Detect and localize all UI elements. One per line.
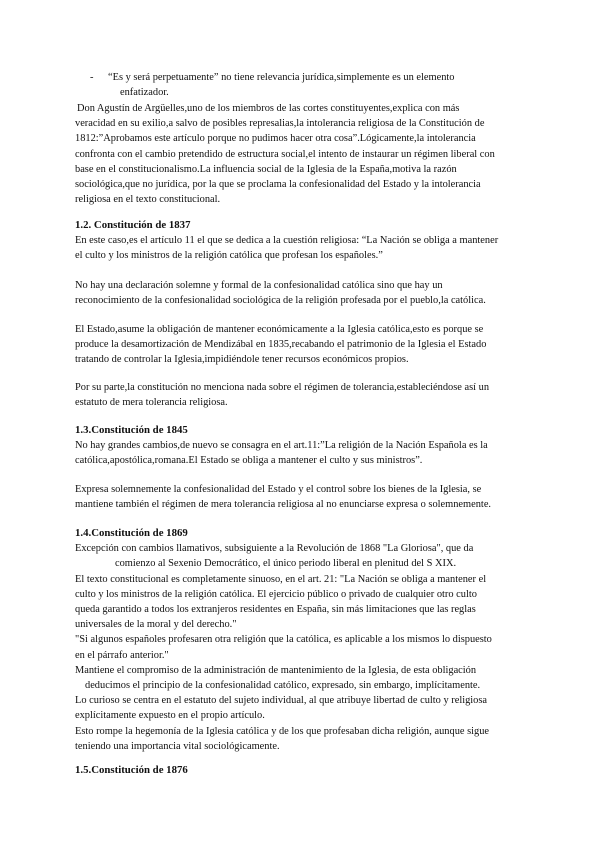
section-heading: 1.2. Constitución de 1837 [75,219,191,231]
section-1-2 [75,218,525,264]
text-line: El texto constitucional es completamente sinuoso, en el art. 21: "La Nación se obliga a mantener el [75,573,487,585]
text-line: "Si algunos españoles profesaren otra religión que la católica, es aplicable a los mismos lo dispuesto [75,634,492,646]
text-line: universales de la moral y del derecho." [75,619,237,631]
bullet-line: enfatizador. [120,87,169,99]
text-line: culto y los ministros de la religión católica. El ejercicio público o privado de cualquier otro culto [75,588,477,600]
text-line: En este caso,es el artículo 11 el que se dedica a la cuestión religiosa: “La Nación se obliga a mantener [75,235,499,247]
bullet-text [108,70,510,100]
text-line: Por su parte,la constitución no menciona nada sobre el régimen de tolerancia,estableciéndose así un [75,382,490,393]
text-line: tratando de controlar la Iglesia,impidiéndole tener recursos económicos propios. [75,354,409,366]
text-line: teniendo una importancia vital sociológicamente. [75,740,280,752]
text-line: Lo curioso se centra en el estatuto del sujeto individual, al que atribuye libertad de culto y religiosa [75,695,488,707]
text-line: comienzo al Sexenio Democrático, el único periodo liberal en plenitud del S XIX. [115,558,457,570]
text-line: reconocimiento de la confesionalidad sociológica de la religión profesada por el pueblo,la católica. [75,295,486,307]
text-line: religiosa en el texto constitucional. [75,194,221,206]
section-1-2-para-4 [75,380,525,410]
section-1-3 [75,423,525,469]
section-heading: 1.4.Constitución de 1869 [75,527,188,539]
section-heading: 1.3.Constitución de 1845 [75,424,188,436]
bullet-line: “Es y será perpetuamente” no tiene relevancia jurídica,simplemente es un elemento [108,72,455,83]
text-line: El Estado,asume la obligación de mantener económicamente a la Iglesia católica,esto es porque se [75,324,484,335]
text-line: confronta con el cambio pretendido de estructura social,el intento de instaurar un régimen liberal con [75,148,495,160]
text-line: sociológica,que no jurídica, por la que se proclama la confesionalidad del Estado y la intolerancia [75,179,481,191]
section-1-4 [75,526,525,754]
section-1-2-para-2 [75,278,525,308]
text-line: Excepción con cambios llamativos, subsiguiente a la Revolución de 1868 "La Gloriosa", que da [75,543,474,555]
text-line: 1812:”Aprobamos este artículo porque no pudimos hacer otra cosa”.Lógicamente,la intolerancia [75,133,476,145]
text-line: produce la desamortización de Mendizábal en 1835,recabando el patrimonio de la Iglesia el Estado [75,339,487,351]
text-line: católica,apostólica,romana.El Estado se obliga a mantener el culto y sus ministros”. [75,455,423,467]
text-line: el culto y los ministros de la religión católica que profesan los españoles.” [75,250,383,262]
text-line: Expresa solemnemente la confesionalidad del Estado y el control sobre los bienes de la Iglesia, se [75,484,482,495]
text-line: deducimos el principio de la confesionalidad católico, expresado, sin embargo, implícitamente. [85,680,481,692]
bullet-item [90,70,510,100]
section-heading: 1.5.Constitución de 1876 [75,764,188,776]
text-line: estatuto de mera tolerancia religiosa. [75,397,228,409]
text-line: base en el constitucionalismo.La influencia social de la Iglesia de la España,motiva la razón [75,163,457,175]
intro-paragraph [75,101,525,207]
text-line: mantiene también el régimen de mera tolerancia religiosa al no enunciarse expresa o solemnemente. [75,499,492,511]
section-1-2-para-3 [75,322,525,368]
text-line: No hay grandes cambios,de nuevo se consagra en el art.11:”La religión de la Nación Española es la [75,440,488,452]
section-1-3-para-2 [75,482,525,512]
text-line: Mantiene el compromiso de la administración de mantenimiento de la Iglesia, de esta obligación [75,664,477,676]
text-line: No hay una declaración solemne y formal de la confesionalidad católica sino que hay un [75,280,443,291]
text-line: explícitamente expuesto en el propio artículo. [75,710,265,722]
bullet-dash: - [90,72,94,83]
text-line: Esto rompe la hegemonía de la Iglesia católica y de los que profesaban dicha religión, aunque sigue [75,725,490,737]
text-line: Don Agustín de Argüelles,uno de los miembros de las cortes constituyentes,explica con más [77,103,460,114]
text-line: queda garantido a todos los extranjeros residentes en España, sin más limitaciones que las reglas [75,604,476,616]
text-line: en el párrafo anterior." [75,649,169,661]
text-line: veracidad en su exilio,a salvo de posibles represalias,la intolerancia religiosa de la Constitución de [75,118,485,130]
section-1-5 [75,763,525,778]
